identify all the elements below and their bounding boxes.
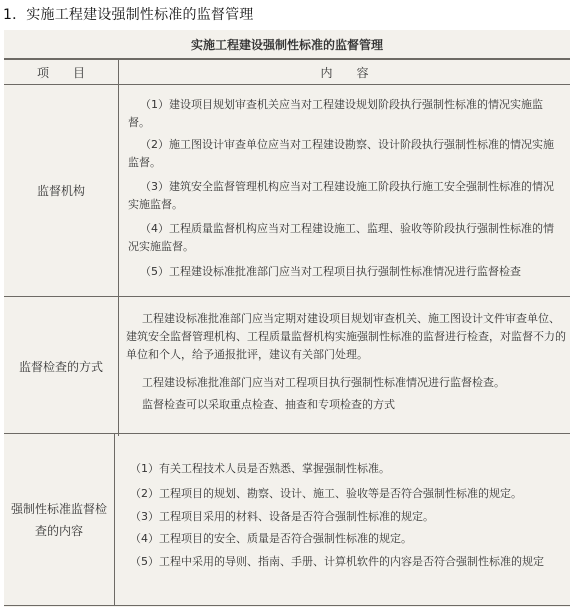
row3-para-3: （3）工程项目采用的材料、设备是否符合强制性标准的规定。 [130,510,434,523]
row3-para-4: （4）工程项目的安全、质量是否符合强制性标准的规定。 [130,532,412,545]
row-label-inspection-method: 监督检查的方式 [18,360,103,374]
header-bottom-rule [4,84,570,85]
table-bottom-rule [4,605,570,606]
row1-para-3: （3）建筑安全监督管理机构应当对工程建设施工阶段执行施工安全强制性标准的情况实施监督。 [128,180,554,211]
row2-bottom-rule [4,433,570,434]
row1-bottom-rule [4,296,570,297]
row1-para-5: （5）工程建设标准批准部门应当对工程项目执行强制性标准情况进行监督检查 [140,265,521,278]
row1-para-4: （4）工程质量监督机构应当对工程建设施工、监理、验收等阶段执行强制性标准的情况实施监督。 [128,222,554,253]
row2-para-2: 工程建设标准批准部门应当对工程项目执行强制性标准情况进行监督检查。 [142,376,505,389]
row2-para-1: 工程建设标准批准部门应当定期对建设项目规划审查机关、施工图设计文件审查单位、建筑安全监督管理机构、工程质量监督机构实施强制性标准的监督进行检查，对监督不力的单位和个人，给予通报批评，建议有关部门处理。 [126,312,566,361]
row3-para-5: （5）工程中采用的导则、指南、手册、计算机软件的内容是否符合强制性标准的规定 [130,555,544,568]
column-divider [118,58,119,436]
column-header-item: 项 目 [36,66,85,80]
column-header-content: 内 容 [320,66,369,80]
page-heading: 1．实施工程建设强制性标准的监督管理 [3,7,254,23]
row1-para-2: （2）施工图设计审查单位应当对工程建设勘察、设计阶段执行强制性标准的情况实施监督。 [128,138,554,169]
row-label-supervision-agency: 监督机构 [36,184,85,198]
row3-para-2: （2）工程项目的规划、勘察、设计、施工、验收等是否符合强制性标准的规定。 [130,487,522,500]
table-top-rule [4,58,570,60]
row-label-inspection-content: 强制性标准监督检查的内容 [10,502,107,538]
table-title: 实施工程建设强制性标准的监督管理 [190,38,383,52]
column-divider-lower [114,434,115,606]
row2-para-3: 监督检查可以采取重点检查、抽查和专项检查的方式 [142,398,395,411]
row1-para-1: （1）建设项目规划审查机关应当对工程建设规划阶段执行强制性标准的情况实施监督。 [128,98,543,129]
row3-para-1: （1）有关工程技术人员是否熟悉、掌握强制性标准。 [130,462,390,475]
